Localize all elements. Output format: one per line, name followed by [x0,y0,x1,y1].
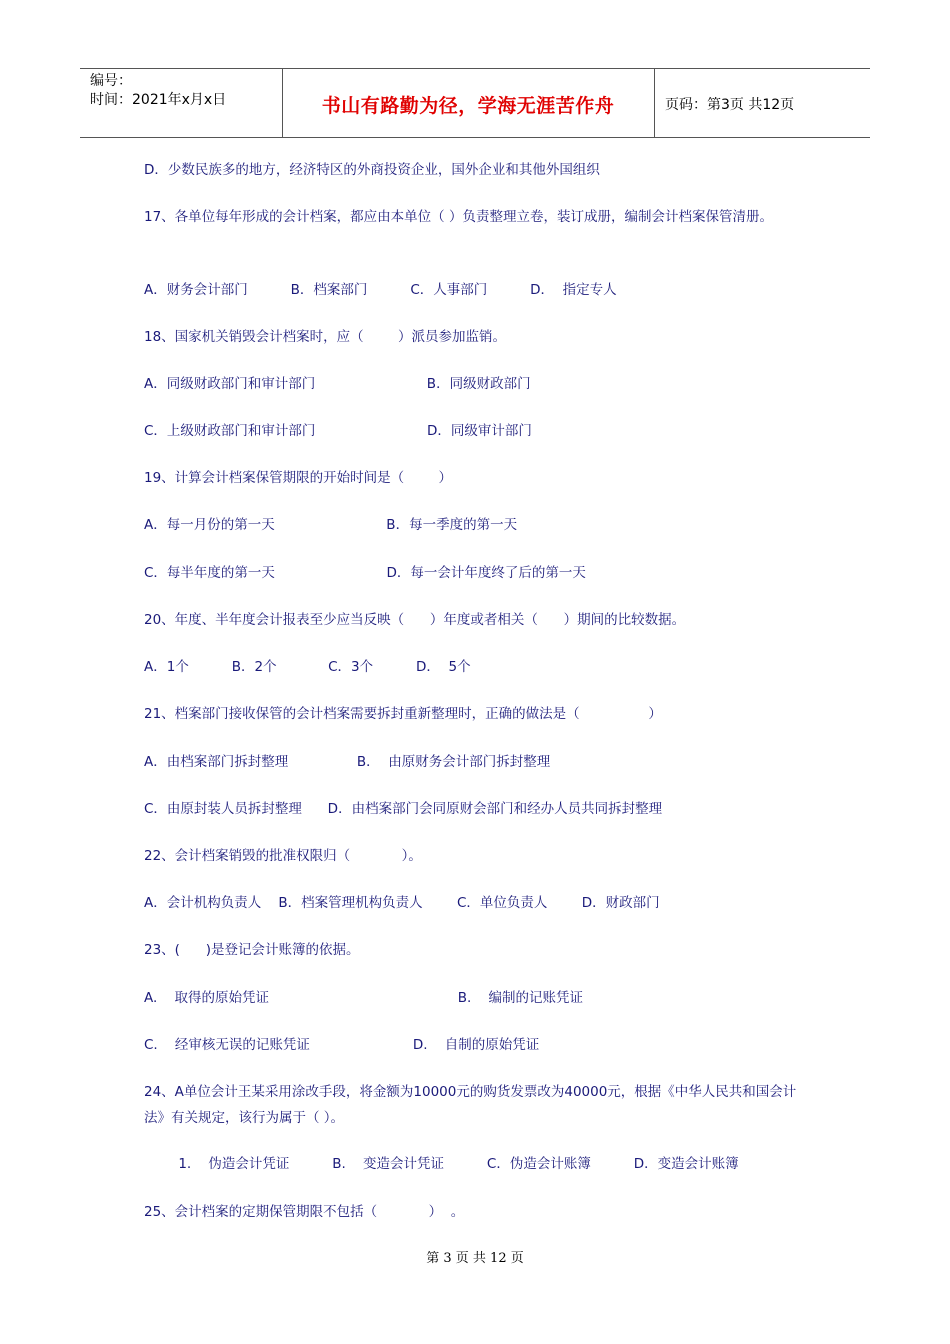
option-line: D．少数民族多的地方，经济特区的外商投资企业，国外企业和其他外国组织 [144,162,600,178]
option-line: A．由档案部门拆封整理 B． 由原财务会计部门拆封整理 [144,754,551,770]
question-25: 25、会计档案的定期保管期限不包括（ ） 。 [144,1204,465,1220]
question-17: 17、各单位每年形成的会计档案，都应由本单位（ ）负责整理立卷，装订成册，编制会计档案保管清册。 [144,209,773,225]
option-line: A．每一月份的第一天 B．每一季度的第一天 [144,517,518,533]
question-24: 24、A单位会计王某采用涂改手段，将金额为10000元的购货发票改为40000元，根据《中华人民共和国会计法》有关规定，该行为属于（ ）。 [144,1084,797,1126]
option-line: C．由原封装人员拆封整理 D．由档案部门会同原财会部门和经办人员共同拆封整理 [144,801,663,817]
question-18: 18、国家机关销毁会计档案时，应（ ）派员参加监销。 [144,329,507,345]
question-20: 20、年度、半年度会计报表至少应当反映（ ）年度或者相关（ ）期间的比较数据。 [144,612,686,628]
option-line: A．1个 B．2个 C．3个 D． 5个 [144,659,471,675]
option-line: C．上级财政部门和审计部门 D．同级审计部门 [144,423,532,439]
time-label: 时间：2021年x月x日 [90,92,227,108]
header-divider [654,69,655,137]
option-line: 1. 伪造会计凭证 B. 变造会计凭证 C．伪造会计账簿 D．变造会计账簿 [144,1156,739,1172]
question-21: 21、档案部门接收保管的会计档案需要拆封重新整理时，正确的做法是（ ） [144,706,662,722]
question-22: 22、会计档案销毁的批准权限归（ ）。 [144,848,422,864]
option-line: C．每半年度的第一天 D．每一会计年度终了后的第一天 [144,565,586,581]
header-left [90,72,226,110]
page-footer: 第 3 页 共 12 页 [426,1251,524,1266]
page-header [80,68,870,138]
option-line: A．会计机构负责人 B．档案管理机构负责人 C．单位负责人 D．财政部门 [144,895,660,911]
question-19: 19、计算会计档案保管期限的开始时间是（ ） [144,470,453,486]
option-line: A．财务会计部门 B．档案部门 C．人事部门 D． 指定专人 [144,282,617,298]
header-motto: 书山有路勤为径，学海无涯苦作舟 [321,95,615,117]
code-label: 编号： [90,73,132,89]
option-line: A. 取得的原始凭证 B. 编制的记账凭证 [144,990,583,1006]
option-line: A．同级财政部门和审计部门 B．同级财政部门 [144,376,531,392]
option-line: C. 经审核无误的记账凭证 D. 自制的原始凭证 [144,1037,540,1053]
question-23: 23、( )是登记会计账簿的依据。 [144,942,360,958]
header-page-info: 页码：第3页 共12页 [665,97,795,113]
